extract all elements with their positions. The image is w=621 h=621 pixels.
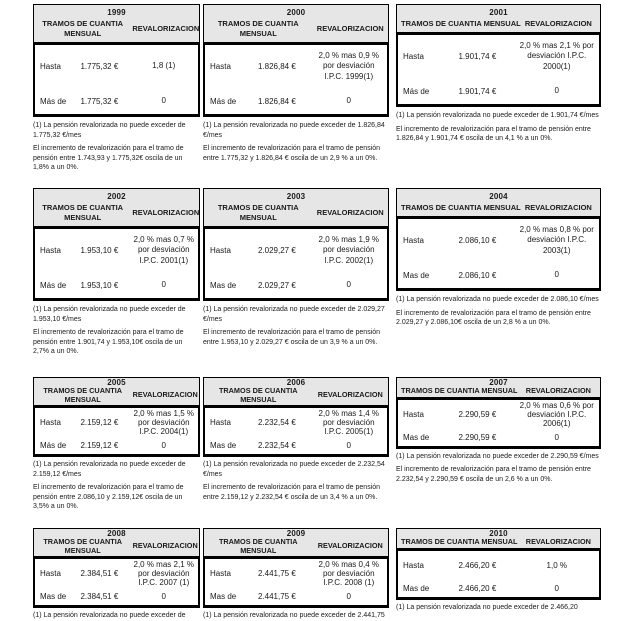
column-headers: [204, 387, 388, 405]
year-label: 2000: [286, 8, 306, 17]
pension-table-2005: [33, 377, 200, 516]
pension-table-2003: [203, 188, 389, 351]
footnote-limit: (1) La pensión revalorizada no puede exceder de 2.159,12 €/mes: [33, 461, 186, 478]
table-row-mas-de: [398, 262, 599, 288]
footnotes: [396, 603, 601, 613]
revalorization-value: 0: [346, 592, 351, 601]
table: [203, 528, 389, 608]
row-label: Hasta: [403, 409, 424, 419]
row-label: Hasta: [403, 236, 424, 245]
table-header: [33, 528, 200, 557]
revalorization-value: 2,0 % mas 0,9 % por desviación I.P.C. 1999(1): [318, 50, 379, 81]
revalorization-value: 0: [554, 269, 559, 279]
col-header-tramos: TRAMOS DE CUANTIA MENSUAL: [218, 537, 298, 555]
table-body: [396, 33, 601, 107]
pension-table-1999: [33, 4, 200, 177]
table-row-mas-de: [398, 78, 599, 104]
year-label: 2007: [489, 378, 508, 387]
col-header-tramos: TRAMOS DE CUANTIA MENSUAL: [218, 386, 298, 404]
table: [33, 528, 200, 608]
footnote-increment: El incremento de revalorización para el tramo de pensión entre 1.826,84 y 1.901,74 € oscila de un 4,1 % a un 0%.: [396, 125, 591, 142]
footnote-increment: El incremento de revalorización para el tramo de pensión entre 1.775,32 y 1.826,84 € oscila de un 2,9 % a un 0%.: [203, 145, 381, 162]
col-header-tramos: TRAMOS DE CUANTIA MENSUAL: [217, 203, 299, 222]
revalorization-value: 0: [554, 85, 559, 95]
tables-row-1999-2001: [33, 4, 621, 188]
table-row-hasta: [205, 45, 387, 88]
amount-value: 1.953,10 €: [80, 246, 119, 255]
table-row-mas-de: [205, 88, 387, 114]
amount-value: 2.384,51 €: [80, 592, 119, 601]
pension-table-2008: [33, 528, 200, 621]
table: [33, 4, 200, 117]
table-body: [33, 227, 200, 301]
table-row-mas-de: [35, 88, 198, 114]
year-label: 2003: [286, 192, 306, 201]
tables-row-2002-2004: [33, 188, 621, 377]
footnote-limit: (1) La pensión revalorizada no puede exceder de: [33, 612, 186, 619]
table-header: [203, 528, 389, 557]
col-header-revalorizacion: REVALORIZACION: [132, 541, 198, 551]
year-label: 2005: [107, 378, 126, 387]
amount-value: 2.441,75 €: [257, 592, 296, 601]
revalorization-value: 0: [161, 441, 166, 450]
table-row-mas-de: [205, 588, 387, 605]
footnotes: [396, 295, 601, 328]
row-label: Hasta: [40, 418, 61, 427]
col-header-tramos: TRAMOS DE CUANTIA MENSUAL: [43, 386, 122, 404]
table-header: [396, 377, 601, 398]
revalorization-value: 1,0 %: [546, 560, 567, 570]
table-body: [203, 406, 389, 457]
table-row-mas-de: [35, 272, 198, 298]
footnotes: [203, 611, 389, 621]
tables-row-2008-2010: [33, 528, 621, 621]
row-label: Hasta: [210, 246, 231, 255]
row-label: Más de: [40, 280, 67, 290]
amount-value: 2.290,59 €: [458, 409, 497, 419]
year-label: 2010: [489, 529, 508, 538]
col-header-revalorizacion: REVALORIZACION: [317, 541, 383, 551]
footnote-increment: El incremento de revalorización para el tramo de pensión entre 2.029,27 y 2.086,10€ oscila de un 2,8 % a un 0%.: [396, 309, 591, 326]
table-row-hasta: [35, 559, 198, 588]
table-row-hasta: [398, 551, 599, 580]
table-row-hasta: [205, 559, 387, 588]
column-headers: [34, 18, 199, 42]
table-body: [33, 406, 200, 457]
footnotes: [33, 121, 200, 173]
revalorization-value: 0: [346, 95, 351, 105]
footnotes: [203, 121, 389, 163]
amount-value: 2.466,20 €: [458, 583, 497, 593]
table-body: [203, 43, 389, 117]
table-row-hasta: [35, 229, 198, 272]
table-row-mas-de: [205, 437, 387, 454]
row-label: Más de: [403, 86, 430, 96]
pension-table-2009: [203, 528, 389, 621]
table-body: [203, 557, 389, 608]
col-header-tramos: TRAMOS DE CUANTIA MENSUAL: [217, 19, 299, 38]
year-label: 2001: [489, 8, 508, 17]
year-label: 2008: [107, 529, 126, 538]
revalorization-value: 0: [346, 441, 351, 450]
table-header: [396, 188, 601, 217]
row-label: Hasta: [40, 569, 61, 578]
footnotes: [396, 111, 601, 144]
revalorization-value: 0: [161, 592, 166, 601]
table: [396, 188, 601, 291]
amount-value: 1.826,84 €: [257, 62, 296, 71]
table-row-mas-de: [35, 588, 198, 605]
revalorization-value: 0: [554, 432, 559, 442]
column-headers: [204, 538, 388, 556]
footnote-limit: (1) La pensión revalorizada no puede exceder de 1.775,32 €/mes: [33, 122, 186, 139]
col-header-tramos: TRAMOS DE CUANTIA MENSUAL: [401, 19, 521, 28]
table: [33, 188, 200, 301]
table-row-mas-de: [35, 437, 198, 454]
column-headers: [204, 202, 388, 226]
footnote-limit: (1) La pensión revalorizada no puede exceder de 2.441,75: [203, 612, 385, 619]
table-row-hasta: [205, 229, 387, 272]
amount-value: 1.901,74 €: [458, 52, 497, 61]
year-label: 2009: [286, 529, 306, 538]
table-row-hasta: [398, 400, 599, 429]
year-label: 2004: [489, 192, 508, 201]
amount-value: 2.384,51 €: [80, 569, 119, 578]
table-row-mas-de: [398, 429, 599, 446]
footnote-limit: (1) La pensión revalorizada no puede exceder de 2.232,54 €/mes: [203, 461, 385, 478]
row-label: Mas de: [40, 592, 67, 601]
pension-table-2002: [33, 188, 200, 361]
table-body: [396, 398, 601, 449]
amount-value: 2.466,20 €: [458, 560, 497, 570]
footnote-limit: (1) La pensión revalorizada no puede exceder de 1.953,10 €/mes: [33, 306, 186, 323]
revalorization-value: 2,0 % mas 2,1 % por desviación I.P.C. 2000(1): [519, 40, 594, 71]
revalorization-value: 2,0 % mas 0,8 % por desviación I.P.C. 2003(1): [519, 224, 594, 255]
pension-table-2010: [396, 528, 601, 616]
table-body: [396, 217, 601, 291]
table-header: [33, 377, 200, 406]
row-label: Más de: [40, 441, 67, 450]
col-header-revalorizacion: REVALORIZACION: [132, 390, 198, 400]
amount-value: 2.159,12 €: [80, 441, 119, 450]
column-headers: [34, 538, 199, 556]
year-label: 1999: [107, 8, 126, 17]
amount-value: 2.159,12 €: [80, 418, 119, 427]
table-header: [203, 377, 389, 406]
revalorization-value: 2,0 % mas 2,1 % por desviación I.P.C. 2007 (1): [133, 560, 194, 587]
table-header: [203, 4, 389, 43]
footnotes: [396, 452, 601, 485]
footnote-limit: (1) La pensión revalorizada no puede exceder de 1.901,74 €/mes: [396, 112, 599, 119]
table: [396, 377, 601, 449]
table-row-hasta: [35, 45, 198, 88]
table-body: [396, 549, 601, 600]
year-label: 2002: [107, 192, 126, 201]
table-row-hasta: [398, 219, 599, 262]
col-header-revalorizacion: REVALORIZACION: [524, 19, 592, 28]
footnote-limit: (1) La pensión revalorizada no puede exceder de 2.290,59 €/mes: [396, 452, 599, 460]
table-row-hasta: [35, 408, 198, 437]
pension-table-2006: [203, 377, 389, 506]
col-header-revalorizacion: REVALORIZACION: [317, 390, 383, 400]
year-label: 2006: [286, 378, 306, 387]
amount-value: 2.029,27 €: [257, 246, 296, 255]
table: [203, 4, 389, 117]
table-body: [33, 557, 200, 608]
footnote-limit: (1) La pensión revalorizada no puede exceder de 2.086,10 €/mes: [396, 296, 599, 303]
footnotes: [33, 611, 200, 621]
pension-table-2001: [396, 4, 601, 148]
column-headers: [34, 202, 199, 226]
pension-table-2000: [203, 4, 389, 167]
column-headers: [397, 538, 600, 548]
amount-value: 2.086,10 €: [458, 270, 497, 280]
pension-table-2004: [396, 188, 601, 332]
table-header: [396, 528, 601, 549]
column-headers: [204, 18, 388, 42]
amount-value: 1.826,84 €: [257, 96, 296, 106]
footnote-limit: (1) La pensión revalorizada no puede exceder de 2.466,20: [396, 603, 578, 611]
row-label: Hasta: [403, 52, 424, 61]
col-header-tramos: TRAMOS DE CUANTIA MENSUAL: [43, 537, 122, 555]
tables-row-2005-2007: [33, 377, 621, 528]
footnote-limit: (1) La pensión revalorizada no puede exceder de 1.826,84 €/mes: [203, 122, 385, 139]
amount-value: 2.086,10 €: [458, 236, 497, 245]
revalorization-value: 2,0 % mas 0,7 % por desviación I.P.C. 2001(1): [133, 234, 194, 265]
column-headers: [34, 387, 199, 405]
row-label: Mas de: [403, 583, 430, 593]
table: [203, 188, 389, 301]
column-headers: [397, 387, 600, 397]
table-row-hasta: [398, 35, 599, 78]
footnote-increment: El incremento de revalorización para el tramo de pensión entre 2.159,12 y 2.232,54 € oscila de un 3,4 % a un 0%.: [203, 484, 381, 501]
col-header-revalorizacion: REVALORIZACION: [132, 208, 200, 217]
col-header-revalorizacion: REVALORIZACION: [316, 24, 384, 33]
col-header-revalorizacion: REVALORIZACION: [525, 537, 591, 546]
revalorization-value: 1,8 (1): [152, 61, 176, 71]
column-headers: [397, 18, 600, 32]
footnotes: [33, 460, 200, 512]
col-header-tramos: TRAMOS DE CUANTIA MENSUAL: [401, 203, 521, 212]
table-header: [203, 188, 389, 227]
row-label: Mas de: [210, 280, 237, 290]
revalorization-value: 2,0 % mas 0,6 % por desviación I.P.C. 2006(1): [519, 400, 594, 428]
table: [396, 4, 601, 107]
row-label: Mas de: [210, 441, 237, 450]
row-label: Hasta: [40, 62, 61, 71]
amount-value: 2.232,54 €: [257, 441, 296, 450]
row-label: Mas de: [403, 432, 430, 442]
revalorization-value: 2,0 % mas 0,4 % por desviación I.P.C. 2008 (1): [318, 560, 379, 587]
amount-value: 1.953,10 €: [80, 280, 119, 290]
table-header: [33, 188, 200, 227]
revalorization-value: 2,0 % mas 1,9 % por desviación I.P.C. 2002(1): [318, 234, 379, 265]
col-header-tramos: TRAMOS DE CUANTIA MENSUAL: [401, 386, 518, 395]
row-label: Más de: [40, 96, 67, 106]
row-label: Más de: [210, 96, 237, 106]
row-label: Hasta: [40, 246, 61, 255]
footnote-increment: El incremento de revalorización para el tramo de pensión entre 2.232,54 y 2.290,59 € oscila de un 2,6 % a un 0%.: [396, 466, 591, 483]
footnote-increment: El incremento de revalorización para el tramo de pensión entre 1.901,74 y 1.953,10€ oscila de un 2,7% a un 0%.: [33, 329, 184, 355]
row-label: Hasta: [210, 418, 231, 427]
amount-value: 1.775,32 €: [80, 96, 119, 106]
amount-value: 2.290,59 €: [458, 432, 497, 442]
pension-table-2007: [396, 377, 601, 488]
footnote-limit: (1) La pensión revalorizada no puede exceder de 2.029,27 €/mes: [203, 306, 385, 323]
revalorization-value: 2,0 % mas 1,4 % por desviación I.P.C. 2005(1): [318, 409, 379, 436]
amount-value: 2.232,54 €: [257, 418, 296, 427]
table: [33, 377, 200, 457]
footnote-increment: El incremento de revalorización para el tramo de pensión entre 2.086,10 y 2.159,12€ oscila de un 3,5% a un 0%.: [33, 484, 184, 510]
row-label: Hasta: [210, 569, 231, 578]
table: [396, 528, 601, 600]
table-body: [33, 43, 200, 117]
table-row-mas-de: [205, 272, 387, 298]
footnotes: [33, 305, 200, 357]
revalorization-value: 2,0 % mas 1,5 % por desviación I.P.C. 2004(1): [133, 409, 194, 436]
row-label: Hasta: [210, 62, 231, 71]
revalorization-value: 0: [161, 279, 166, 289]
footnote-increment: El incremento de revalorización para el tramo de pensión entre 1.743,93 y 1.775,32€ oscila de un 1,8% a un 0%.: [33, 145, 184, 171]
column-headers: [397, 202, 600, 216]
revalorization-value: 0: [346, 279, 351, 289]
amount-value: 1.775,32 €: [80, 62, 119, 71]
revalorization-value: 0: [161, 95, 166, 105]
table-row-hasta: [205, 408, 387, 437]
col-header-revalorizacion: REVALORIZACION: [316, 208, 384, 217]
amount-value: 1.901,74 €: [458, 86, 497, 96]
footnotes: [203, 305, 389, 347]
col-header-revalorizacion: REVALORIZACION: [525, 386, 591, 395]
footnotes: [203, 460, 389, 502]
table-header: [396, 4, 601, 33]
col-header-revalorizacion: REVALORIZACION: [524, 203, 592, 212]
amount-value: 2.441,75 €: [257, 569, 296, 578]
col-header-tramos: TRAMOS DE CUANTIA MENSUAL: [42, 203, 124, 222]
footnote-increment: El incremento de revalorización para el tramo de pensión entre 1.953,10 y 2.029,27 € oscila de un 3,9 % a un 0%.: [203, 329, 381, 346]
table: [203, 377, 389, 457]
table-body: [203, 227, 389, 301]
col-header-tramos: TRAMOS DE CUANTIA MENSUAL: [42, 19, 124, 38]
row-label: Mas de: [210, 592, 237, 601]
col-header-tramos: TRAMOS DE CUANTIA MENSUAL: [401, 537, 518, 546]
revalorization-value: 0: [554, 583, 559, 593]
table-header: [33, 4, 200, 43]
amount-value: 2.029,27 €: [257, 280, 296, 290]
col-header-revalorizacion: REVALORIZACION: [132, 24, 200, 33]
row-label: Hasta: [403, 560, 424, 570]
row-label: Mas de: [403, 270, 430, 280]
table-row-mas-de: [398, 580, 599, 597]
